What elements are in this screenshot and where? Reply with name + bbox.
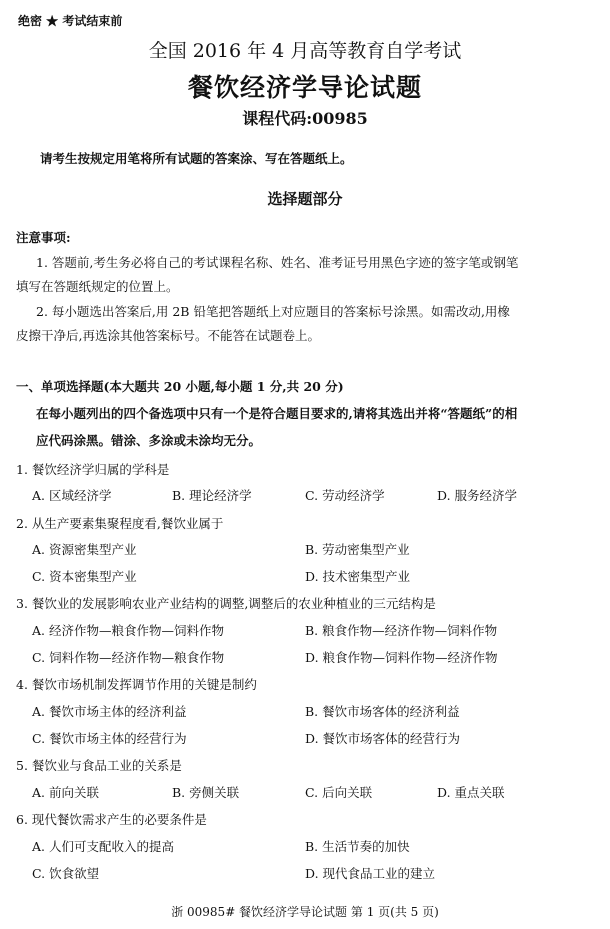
option-d: D. 技术密集型产业 (305, 569, 411, 584)
option-b: B. 生活节奏的加快 (305, 839, 410, 854)
exam-title: 全国 2016 年 4 月高等教育自学考试 (148, 40, 462, 62)
option-b: B. 粮食作物—经济作物—饲料作物 (305, 623, 498, 638)
option-a: A. 经济作物—粮食作物—饲料作物 (32, 623, 224, 638)
option-a: A. 人们可支配收入的提高 (32, 839, 174, 854)
question-stem: 2. 从生产要素集聚程度看,餐饮业属于 (16, 516, 224, 531)
option-c: C. 餐饮市场主体的经营行为 (32, 731, 187, 746)
part-one-description: 应代码涂黑。错涂、多涂或未涂均无分。 (36, 433, 262, 448)
option-c: C. 饲料作物—经济作物—粮食作物 (32, 650, 225, 665)
part-one-heading: 一、单项选择题(本大题共 20 小题,每小题 1 分,共 20 分) (16, 379, 344, 394)
course-code: 课程代码:00985 (242, 109, 368, 128)
option-a: A. 区域经济学 (32, 488, 112, 503)
note-line: 2. 每小题选出答案后,用 2B 铅笔把答题纸上对应题目的答案标号涂黑。如需改动,用橡 (36, 304, 510, 319)
option-b: B. 理论经济学 (172, 488, 252, 503)
option-c: C. 资本密集型产业 (32, 569, 137, 584)
option-d: D. 粮食作物—饲料作物—经济作物 (305, 650, 498, 665)
section-title: 选择题部分 (267, 190, 343, 208)
option-a: A. 前向关联 (32, 785, 99, 800)
option-d: D. 重点关联 (437, 785, 505, 800)
option-a: A. 资源密集型产业 (32, 542, 137, 557)
note-line: 填写在答题纸规定的位置上。 (16, 279, 179, 294)
part-one-description: 在每小题列出的四个备选项中只有一个是符合题目要求的,请将其选出并将“答题纸”的相 (36, 406, 518, 421)
option-b: B. 劳动密集型产业 (305, 542, 410, 557)
option-b: B. 旁侧关联 (172, 785, 240, 800)
option-c: C. 劳动经济学 (305, 488, 385, 503)
question-stem: 1. 餐饮经济学归属的学科是 (16, 462, 170, 477)
answer-instruction: 请考生按规定用笔将所有试题的答案涂、写在答题纸上。 (40, 151, 353, 166)
option-b: B. 餐饮市场客体的经济利益 (305, 704, 460, 719)
option-d: D. 服务经济学 (437, 488, 518, 503)
paper-title: 餐饮经济学导论试题 (187, 73, 422, 102)
note-line: 皮擦干净后,再选涂其他答案标号。不能答在试题卷上。 (16, 328, 320, 343)
question-stem: 3. 餐饮业的发展影响农业产业结构的调整,调整后的农业种植业的三元结构是 (16, 596, 436, 611)
notes-heading: 注意事项: (16, 230, 71, 245)
page-footer: 浙 00985# 餐饮经济学导论试题 第 1 页(共 5 页) (171, 905, 439, 919)
option-c: C. 饮食欲望 (32, 866, 100, 881)
option-c: C. 后向关联 (305, 785, 373, 800)
option-d: D. 餐饮市场客体的经营行为 (305, 731, 461, 746)
note-line: 1. 答题前,考生务必将自己的考试课程名称、姓名、准考证号用黑色字迹的签字笔或钢笔 (36, 255, 519, 270)
option-a: A. 餐饮市场主体的经济利益 (32, 704, 187, 719)
confidential-mark: 绝密 ★ 考试结束前 (18, 14, 123, 28)
option-d: D. 现代食品工业的建立 (305, 866, 436, 881)
question-stem: 5. 餐饮业与食品工业的关系是 (16, 758, 182, 773)
question-stem: 6. 现代餐饮需求产生的必要条件是 (16, 812, 207, 827)
question-stem: 4. 餐饮市场机制发挥调节作用的关键是制约 (16, 677, 257, 692)
